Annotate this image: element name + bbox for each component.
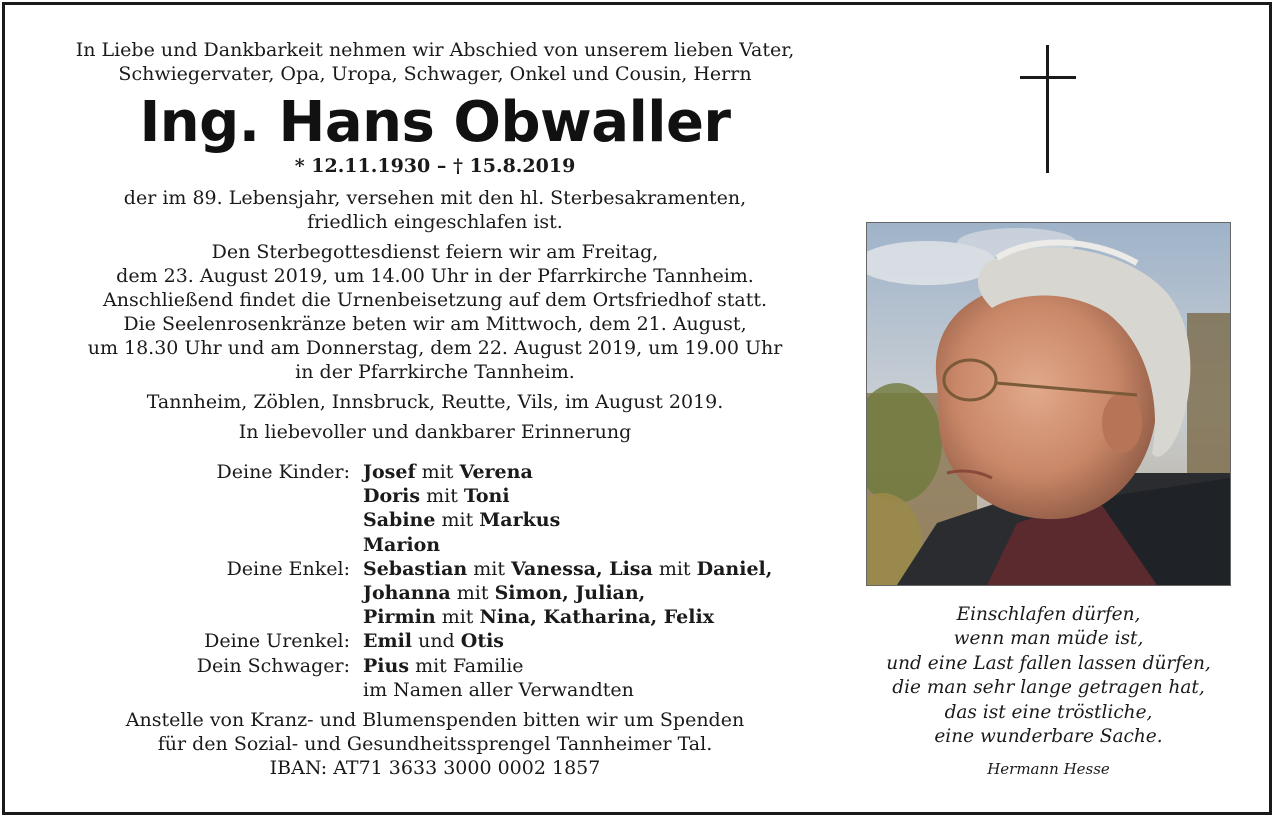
poem-line: und eine Last fallen lassen dürfen, xyxy=(886,652,1211,674)
connector-word: mit xyxy=(473,557,506,580)
service-line: Anschließend findet die Urnenbeisetzung auf dem Ortsfriedhof statt. xyxy=(103,289,767,311)
relative-name: Johanna xyxy=(363,582,451,605)
relative-name: Pirmin xyxy=(363,606,436,629)
connector-word: mit xyxy=(456,582,489,605)
service-line: in der Pfarrkirche Tannheim. xyxy=(295,361,575,383)
relative-name: Vanessa, Lisa xyxy=(511,557,653,580)
relative-name: Sebastian xyxy=(363,557,468,580)
relative-name: Daniel, xyxy=(696,557,773,580)
relative-name: Marion xyxy=(363,533,441,556)
poem-line: eine wunderbare Sache. xyxy=(934,726,1163,748)
family-row-enkel xyxy=(40,557,830,630)
poem-line: Einschlafen dürfen, xyxy=(956,604,1141,625)
portrait-photo xyxy=(866,222,1231,586)
connector-word: mit xyxy=(658,557,691,580)
family-label: Dein Schwager: xyxy=(196,654,350,677)
family-names xyxy=(363,460,830,557)
iban-line: IBAN: AT71 3633 3000 0002 1857 xyxy=(269,757,601,779)
service-text xyxy=(40,240,830,384)
family-label: Deine Kinder: xyxy=(216,461,350,483)
service-line: Den Sterbegottesdienst feiern wir am Freitag, xyxy=(211,241,659,263)
relative-name: Nina, Katharina, Felix xyxy=(479,606,715,629)
relative-name: Verena xyxy=(459,461,533,483)
passing-text xyxy=(40,186,830,234)
obituary-main-text xyxy=(40,38,830,444)
intro-text xyxy=(40,38,830,86)
relative-name: Doris xyxy=(363,485,421,508)
relative-name: Markus xyxy=(479,509,561,532)
intro-line: In Liebe und Dankbarkeit nehmen wir Abschied von unserem lieben Vater, xyxy=(75,39,795,61)
family-names xyxy=(363,654,830,702)
family-row-kinder xyxy=(40,460,830,557)
family-names xyxy=(363,557,830,630)
passing-line: friedlich eingeschlafen ist. xyxy=(307,211,563,233)
passing-line: der im 89. Lebensjahr, versehen mit den hl. Sterbesakramenten, xyxy=(123,187,747,209)
service-line: dem 23. August 2019, um 14.00 Uhr in der Pfarrkirche Tannheim. xyxy=(116,265,754,287)
donation-line: Anstelle von Kranz- und Blumenspenden bitten wir um Spenden xyxy=(125,709,745,731)
connector-word: mit Familie xyxy=(415,654,524,677)
relative-name: Toni xyxy=(463,485,510,508)
connector-word: mit xyxy=(441,606,474,629)
connector-word: mit xyxy=(426,485,458,508)
connector-word: mit xyxy=(441,509,474,532)
family-names xyxy=(363,629,830,653)
service-line: Die Seelenrosenkränze beten wir am Mittwoch, dem 21. August, xyxy=(123,313,747,335)
connector-word: und xyxy=(418,630,455,653)
poem-line: wenn man müde ist, xyxy=(953,628,1144,650)
poem-line: das ist eine tröstliche, xyxy=(944,701,1153,723)
family-list xyxy=(40,460,830,702)
life-dates: * 12.11.1930 – † 15.8.2019 xyxy=(294,155,576,177)
service-line: um 18.30 Uhr und am Donnerstag, dem 22. August 2019, um 19.00 Uhr xyxy=(87,337,783,359)
cross-icon xyxy=(1020,45,1076,173)
relative-name: Emil xyxy=(363,630,413,653)
poem-line: die man sehr lange getragen hat, xyxy=(892,677,1205,699)
family-row-urenkel xyxy=(40,629,830,653)
intro-line: Schwiegervater, Opa, Uropa, Schwager, Onkel und Cousin, Herrn xyxy=(118,63,752,85)
family-label: Deine Urenkel: xyxy=(204,630,350,653)
relative-name: Josef xyxy=(363,461,416,483)
donation-line: für den Sozial- und Gesundheitssprengel Tannheimer Tal. xyxy=(157,733,713,755)
memory-line: In liebevoller und dankbarer Erinnerung xyxy=(238,421,632,443)
place-date: Tannheim, Zöblen, Innsbruck, Reutte, Vils, im August 2019. xyxy=(146,391,724,413)
relative-name: Simon, Julian, xyxy=(494,582,646,605)
relatives-note: im Namen aller Verwandten xyxy=(363,678,634,701)
poem-author: Hermann Hesse xyxy=(987,760,1110,778)
hesse-poem xyxy=(866,603,1231,749)
family-row-schwager xyxy=(40,654,830,702)
relative-name: Sabine xyxy=(363,509,436,532)
deceased-name: Ing. Hans Obwaller xyxy=(139,90,731,155)
connector-word: mit xyxy=(421,461,454,483)
relative-name: Otis xyxy=(460,630,505,653)
donation-request xyxy=(40,708,830,780)
family-label: Deine Enkel: xyxy=(226,557,350,580)
relative-name: Pius xyxy=(363,654,410,677)
